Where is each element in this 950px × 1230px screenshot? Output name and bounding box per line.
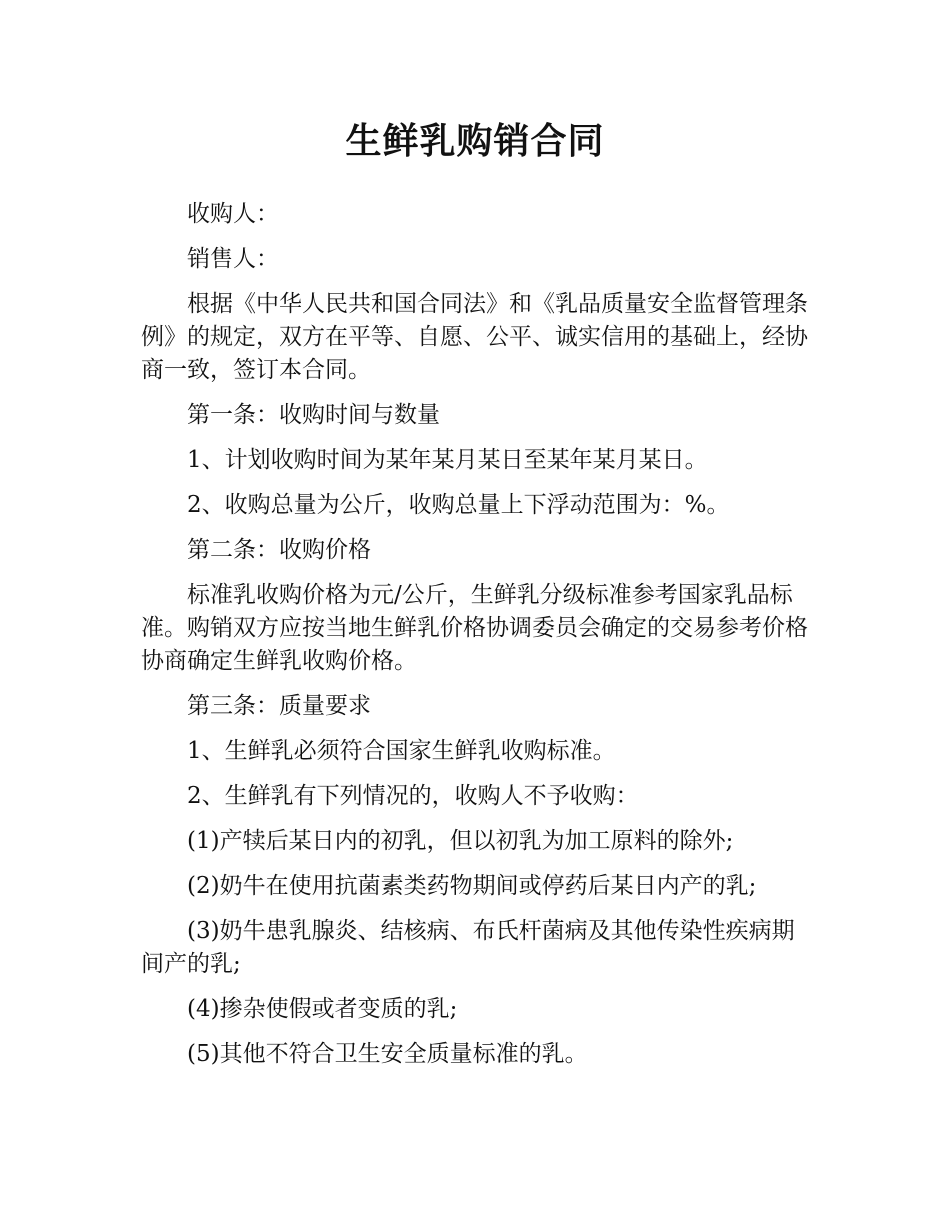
paragraph-preamble: 根据《中华人民共和国合同法》和《乳品质量安全监督管理条例》的规定，双方在平等、自愿、公平、诚实信用的基础上，经协商一致，签订本合同。 bbox=[141, 291, 808, 383]
article-3-sub-5: (5)其他不符合卫生安全质量标准的乳。 bbox=[187, 1041, 588, 1067]
article-3-sub-2: (2)奶牛在使用抗菌素类药物期间或停药后某日内产的乳; bbox=[187, 873, 757, 899]
document-title: 生鲜乳购销合同 bbox=[345, 121, 605, 162]
article-3-item-2: 2、生鲜乳有下列情况的，收购人不予收购： bbox=[187, 783, 639, 809]
paragraph-seller: 销售人： bbox=[187, 246, 279, 272]
article-1-heading: 第一条：收购时间与数量 bbox=[187, 402, 440, 428]
article-3-sub-3: (3)奶牛患乳腺炎、结核病、布氏杆菌病及其他传染性疾病期间产的乳; bbox=[141, 918, 795, 977]
document-body bbox=[141, 198, 813, 1071]
article-1-item-2: 2、收购总量为公斤，收购总量上下浮动范围为：%。 bbox=[187, 492, 730, 518]
article-2-text: 标准乳收购价格为元/公斤，生鲜乳分级标准参考国家乳品标准。购销双方应按当地生鲜乳价格协调委员会确定的交易参考价格协商确定生鲜乳收购价格。 bbox=[141, 582, 808, 674]
article-3-sub-1: (1)产犊后某日内的初乳，但以初乳为加工原料的除外; bbox=[187, 828, 734, 854]
article-3-sub-4: (4)掺杂使假或者变质的乳; bbox=[187, 996, 458, 1022]
article-2-heading: 第二条：收购价格 bbox=[187, 537, 371, 563]
article-3-item-1: 1、生鲜乳必须符合国家生鲜乳收购标准。 bbox=[187, 738, 616, 764]
paragraph-buyer: 收购人： bbox=[187, 201, 279, 227]
article-3-heading: 第三条：质量要求 bbox=[187, 693, 371, 719]
article-1-item-1: 1、计划收购时间为某年某月某日至某年某月某日。 bbox=[187, 447, 708, 473]
